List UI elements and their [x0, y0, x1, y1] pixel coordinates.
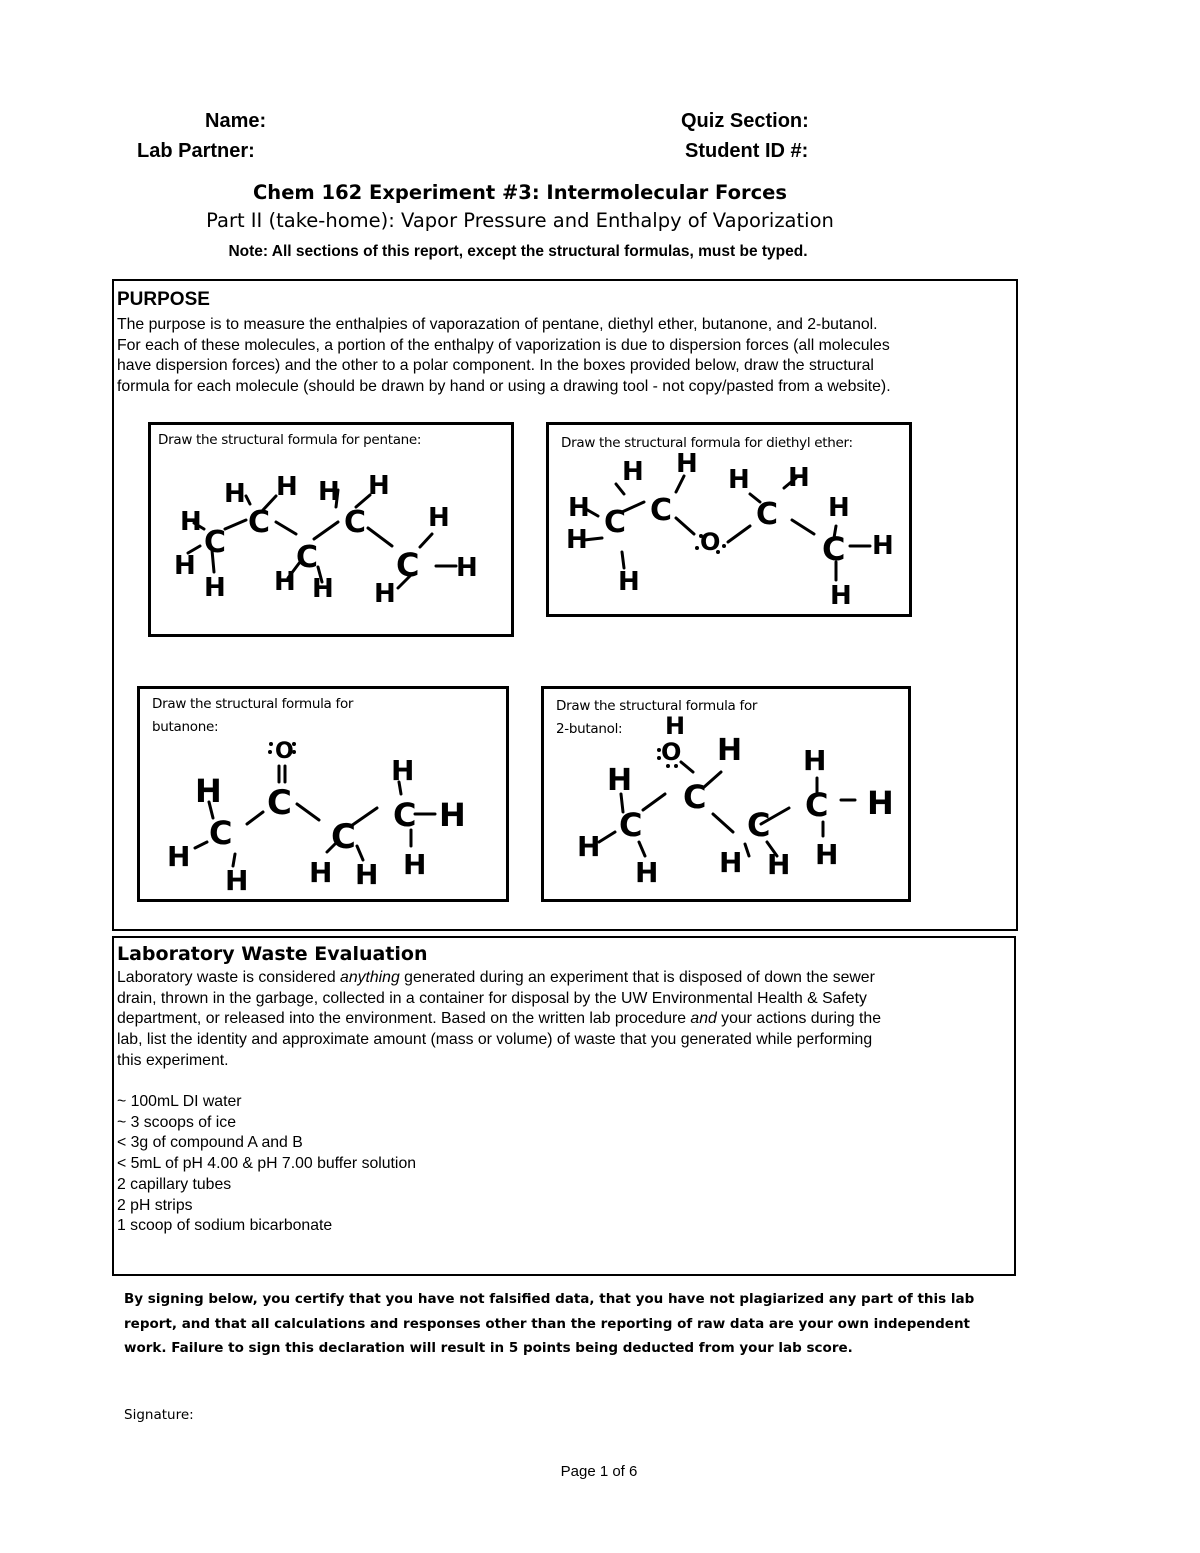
certification-text: [124, 1287, 1024, 1361]
atom-h: H: [618, 567, 640, 597]
list-item: 2 capillary tubes: [117, 1175, 232, 1193]
butanol-label-line: 2-butanol:: [556, 721, 623, 737]
atom-h: H: [318, 477, 340, 507]
atom-c: C: [267, 783, 292, 823]
atom-h: H: [274, 567, 296, 597]
atom-h: H: [312, 574, 334, 604]
typing-note: Note: All sections of this report, except the structural formulas, must be typed.: [228, 243, 808, 260]
atom-h: H: [456, 553, 478, 583]
pentane-structure-drawing: [148, 422, 514, 637]
atom-h: H: [167, 840, 191, 873]
list-item: < 5mL of pH 4.00 & pH 7.00 buffer solution: [117, 1155, 417, 1173]
certification-line: By signing below, you certify that you have not falsified data, that you have not plagiarized any part of this lab: [124, 1291, 975, 1307]
atom-h: H: [788, 463, 810, 493]
atom-h: H: [728, 465, 750, 495]
butanone-label-line: butanone:: [152, 719, 219, 735]
waste-text: [117, 968, 1012, 1072]
atom-c: C: [756, 497, 779, 532]
page-title: Chem 162 Experiment #3: Intermolecular Forces: [253, 181, 787, 204]
purpose-line: formula for each molecule (should be drawn by hand or using a drawing tool - not copy/pasted from a website).: [117, 378, 891, 396]
atom-h: H: [403, 848, 427, 881]
list-item: 2 pH strips: [117, 1196, 193, 1214]
atom-c: C: [747, 806, 771, 844]
atom-h: H: [676, 449, 698, 479]
purpose-line: For each of these molecules, a portion of the enthalpy of vaporization is due to dispersion forces (all molecules: [117, 336, 890, 354]
atom-h: H: [428, 503, 450, 533]
atom-c: C: [650, 493, 673, 528]
atom-o: O: [661, 738, 682, 766]
purpose-line: The purpose is to measure the enthalpies of vaporazation of pentane, diethyl ether, butanone, and 2-butanol.: [117, 316, 878, 333]
pentane-label: Draw the structural formula for pentane:: [158, 432, 422, 448]
waste-line: department, or released into the environment. Based on the written lab procedure and your actions during the: [117, 1010, 881, 1028]
atom-h: H: [635, 856, 659, 889]
atom-c: C: [393, 796, 417, 834]
atom-h: H: [607, 763, 633, 798]
atom-o: O: [275, 739, 294, 764]
butanone-label-line: Draw the structural formula for: [152, 696, 354, 712]
atom-h: H: [374, 579, 396, 609]
atom-h: H: [622, 457, 644, 487]
atom-h: H: [276, 472, 298, 502]
atom-c: C: [396, 546, 420, 584]
atom-c: C: [805, 786, 829, 824]
atom-h: H: [803, 744, 827, 777]
waste-line: drain, thrown in the garbage, collected in a container for disposal by the UW Environmental Health & Safety: [117, 989, 867, 1007]
atom-h: H: [828, 493, 850, 523]
atom-h: H: [174, 551, 196, 581]
page-subtitle: Part II (take-home): Vapor Pressure and Enthalpy of Vaporization: [206, 209, 834, 232]
atom-h: H: [767, 848, 791, 881]
page-number: Page 1 of 6: [560, 1463, 638, 1480]
list-item: ~ 3 scoops of ice: [117, 1113, 236, 1131]
atom-h: H: [867, 784, 894, 822]
atom-h: H: [717, 733, 743, 768]
atom-h: H: [204, 573, 226, 603]
certification-line: work. Failure to sign this declaration will result in 5 points being deducted from your lab score.: [124, 1340, 853, 1356]
butanol-structure-drawing: [541, 686, 911, 902]
atom-h: H: [368, 471, 390, 501]
waste-heading: Laboratory Waste Evaluation: [117, 943, 428, 965]
atom-h: H: [309, 856, 333, 889]
atom-h: H: [180, 507, 202, 537]
atom-h: H: [355, 858, 379, 891]
diethyl-ether-label: Draw the structural formula for diethyl ether:: [561, 435, 853, 451]
atom-h: H: [195, 772, 222, 810]
atom-c: C: [248, 505, 271, 540]
atom-c: C: [204, 525, 227, 560]
atom-c: C: [331, 817, 356, 857]
atom-h: H: [815, 838, 839, 871]
waste-line: lab, list the identity and approximate amount (mass or volume) of waste that you generated while performing: [117, 1031, 873, 1049]
waste-list: [117, 1092, 416, 1237]
lab-partner-label: Lab Partner:: [137, 140, 255, 162]
student-id-label: Student ID #:: [685, 140, 809, 162]
atom-h: H: [872, 531, 894, 561]
atom-h: H: [719, 846, 743, 879]
list-item: 1 scoop of sodium bicarbonate: [117, 1217, 333, 1235]
waste-line: Laboratory waste is considered anything generated during an experiment that is disposed of down the sewer: [117, 969, 875, 986]
atom-h: H: [566, 525, 588, 555]
certification-line: report, and that all calculations and responses other than the reporting of raw data are your own independent: [124, 1315, 971, 1332]
atom-h: H: [439, 796, 466, 834]
atom-o: O: [700, 528, 721, 556]
list-item: < 3g of compound A and B: [117, 1134, 303, 1152]
atom-h: H: [568, 493, 590, 523]
signature-label: Signature:: [124, 1407, 194, 1423]
quiz-section-label: Quiz Section:: [681, 110, 809, 132]
name-label: Name:: [205, 110, 267, 132]
butanol-label-line: Draw the structural formula for: [556, 698, 758, 714]
purpose-line: have dispersion forces) and the other to a polar component. In the boxes provided below, draw the structural: [117, 357, 874, 375]
atom-c: C: [683, 778, 707, 816]
purpose-heading: PURPOSE: [117, 289, 210, 310]
atom-c: C: [604, 505, 627, 540]
diethyl-ether-structure-drawing: [546, 422, 912, 617]
atom-c: C: [209, 814, 233, 852]
atom-c: C: [344, 505, 367, 540]
atom-c: C: [296, 540, 319, 575]
atom-h: H: [830, 581, 852, 611]
waste-line: this experiment.: [117, 1051, 229, 1069]
purpose-text: [117, 315, 1017, 398]
atom-c: C: [619, 806, 643, 844]
butanone-structure-drawing: [137, 686, 509, 902]
list-item: ~ 100mL DI water: [117, 1093, 242, 1110]
atom-h: H: [665, 712, 686, 740]
atom-h: H: [391, 754, 415, 787]
atom-h: H: [224, 479, 246, 509]
atom-h: H: [225, 864, 249, 897]
atom-c: C: [822, 530, 846, 568]
atom-h: H: [577, 830, 601, 863]
